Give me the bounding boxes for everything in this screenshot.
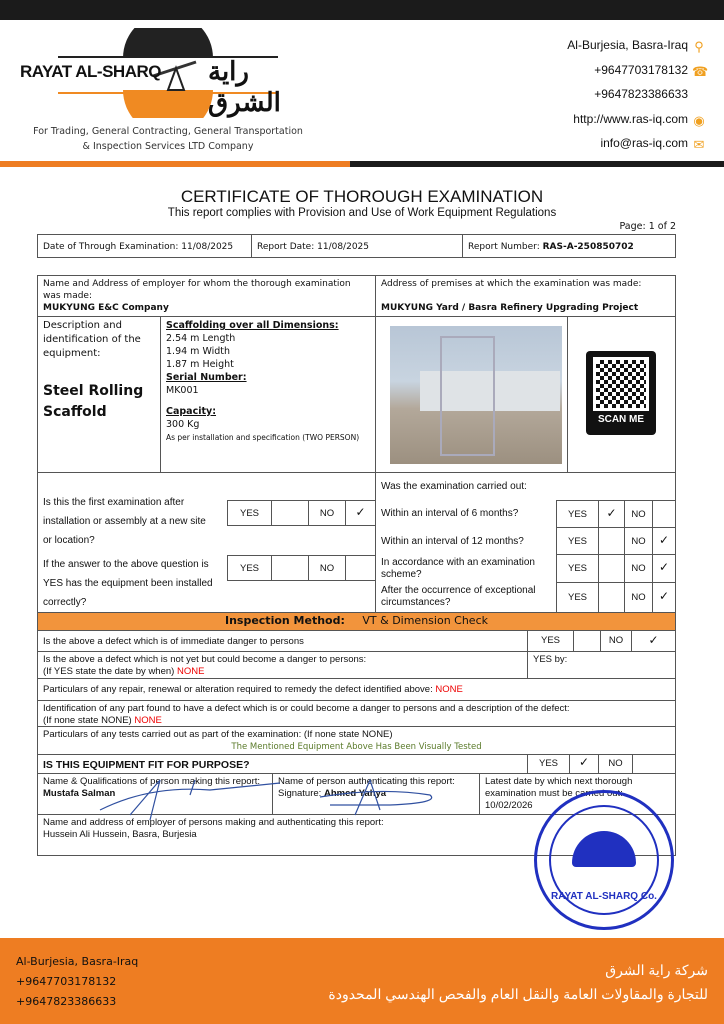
maker-label: Name & Qualifications of person making this report:	[43, 776, 261, 787]
r1-yes[interactable]: YES	[556, 500, 599, 528]
next-exam-date: 10/02/2026	[485, 800, 533, 811]
capacity-note: As per installation and specification (TWO PERSON)	[166, 433, 360, 442]
header-phone-1: +9647703178132	[594, 62, 688, 77]
length: 2.54 m Length	[166, 333, 236, 344]
report-date-cell	[251, 234, 463, 258]
exceptional-label: After the occurrence of exceptional circumstances?	[381, 585, 536, 608]
first-exam-cell	[37, 472, 376, 613]
fit-yes[interactable]: YES	[527, 754, 570, 774]
qr-code[interactable]	[586, 351, 656, 435]
r3-yes[interactable]: YES	[556, 554, 599, 583]
logo-text-ar: راية الشرق	[208, 56, 281, 117]
company-tagline	[18, 124, 318, 154]
tests-cell	[37, 726, 676, 755]
photo-scaffold	[440, 336, 495, 456]
potential-danger-hint: (If YES state the date by when)	[43, 665, 175, 677]
r1-yes-check[interactable]: ✓	[598, 500, 625, 528]
inspection-method-value: VT & Dimension Check	[362, 614, 488, 627]
capacity: 300 Kg	[166, 419, 200, 430]
employer-persons-value: Hussein Ali Hussein, Basra, Burjesia	[43, 829, 197, 840]
interval-6-label: Within an interval of 6 months?	[381, 508, 519, 519]
r3-no[interactable]: NO	[624, 554, 653, 583]
dimensions-label: Scaffolding over all Dimensions:	[166, 320, 339, 331]
interval-12-label: Within an interval of 12 months?	[381, 536, 524, 547]
premises-value: MUKYUNG Yard / Basra Refinery Upgrading Project	[381, 303, 639, 313]
exam-date-label: Date of Through Examination:	[43, 242, 179, 252]
phone-icon: ☎	[692, 63, 709, 79]
d1-no-check[interactable]: ✓	[631, 630, 676, 652]
yes-by-field[interactable]: YES by:	[527, 651, 676, 679]
identification-hint: (If none state NONE)	[43, 714, 132, 726]
certificate-subtitle: This report complies with Provision and Use of Work Equipment Regulations	[167, 207, 557, 219]
signature-label: Signature:	[278, 788, 322, 799]
footer-address: Al-Burjesia, Basra-Iraq	[16, 955, 139, 968]
r1-no[interactable]: NO	[624, 500, 653, 528]
r2-no-check[interactable]: ✓	[652, 527, 676, 555]
mail-icon: ✉	[693, 137, 705, 152]
d1-yes[interactable]: YES	[527, 630, 574, 652]
potential-danger-question: Is the above a defect which is not yet but could become a danger to persons:	[43, 654, 367, 665]
logo-text-en: RAYAT AL-SHARQ	[20, 62, 161, 81]
inspection-method-bar	[37, 612, 676, 631]
identification-cell	[37, 700, 676, 727]
employer-cell	[37, 275, 376, 317]
fit-no[interactable]: NO	[598, 754, 633, 774]
serial-number: MK001	[166, 385, 199, 396]
q1-no[interactable]: NO	[308, 500, 346, 526]
tagline-line-1: For Trading, General Contracting, General Transportation	[33, 126, 303, 137]
location-pin-icon: ⚲	[694, 39, 704, 54]
potential-danger-cell	[37, 651, 528, 679]
r4-no[interactable]: NO	[624, 582, 653, 613]
r4-no-check[interactable]: ✓	[652, 582, 676, 613]
r4-yes-box[interactable]	[598, 582, 625, 613]
premises-label: Address of premises at which the examination was made:	[381, 279, 642, 289]
carried-out-label: Was the examination carried out:	[381, 481, 527, 492]
q2-yes-box[interactable]	[271, 555, 309, 581]
footer-arabic-name: شركة راية الشرق	[605, 962, 708, 978]
d1-yes-box[interactable]	[573, 630, 601, 652]
header-contacts	[567, 33, 709, 156]
installed-correctly-question: If the answer to the above question is YES has the equipment been installed correctly?	[43, 559, 213, 608]
repair-value: NONE	[435, 684, 463, 695]
repair-label: Particulars of any repair, renewal or alteration required to remedy the defect identified above:	[43, 684, 433, 695]
tagline-line-2: & Inspection Services LTD Company	[82, 141, 254, 152]
black-divider	[350, 161, 724, 167]
height: 1.87 m Height	[166, 359, 234, 370]
employer-value: MUKYUNG E&C Company	[43, 303, 169, 313]
r2-no[interactable]: NO	[624, 527, 653, 555]
q2-no-box[interactable]	[345, 555, 376, 581]
employer-label: Name and Address of employer for whom the thorough examination was made:	[43, 279, 351, 301]
fit-no-box[interactable]	[632, 754, 676, 774]
tests-label: Particulars of any tests carried out as part of the examination: (If none state NONE)	[43, 729, 393, 740]
q2-no[interactable]: NO	[308, 555, 346, 581]
q2-yes[interactable]: YES	[227, 555, 272, 581]
r2-yes[interactable]: YES	[556, 527, 599, 555]
premises-cell	[375, 275, 676, 317]
footer	[0, 938, 724, 1024]
r1-no-box[interactable]	[652, 500, 676, 528]
r2-yes-box[interactable]	[598, 527, 625, 555]
page-number: Page: 1 of 2	[619, 221, 676, 232]
authenticator-label: Name of person authenticating this report:	[278, 776, 455, 787]
scan-me-label: SCAN ME	[597, 414, 645, 425]
d1-no[interactable]: NO	[600, 630, 632, 652]
header-website[interactable]: http://www.ras-iq.com	[573, 111, 688, 126]
header-phone-2: +9647823386633	[594, 87, 688, 101]
qr-cell	[567, 316, 676, 473]
footer-phone-1: +9647703178132	[16, 975, 117, 988]
fit-for-purpose-question: IS THIS EQUIPMENT FIT FOR PURPOSE?	[37, 754, 528, 774]
capacity-label: Capacity:	[166, 406, 217, 417]
r3-no-check[interactable]: ✓	[652, 554, 676, 583]
top-bar	[0, 0, 724, 20]
spacer-icon	[692, 89, 706, 103]
header-email[interactable]: info@ras-iq.com	[600, 136, 688, 150]
report-date: 11/08/2025	[317, 242, 369, 252]
globe-icon: ◉	[693, 112, 705, 128]
potential-danger-value: NONE	[176, 665, 205, 677]
repair-cell	[37, 678, 676, 701]
first-exam-question: Is this the first examination after installation or assembly at a new site or location?	[43, 497, 206, 546]
report-number: RAS-A-250850702	[542, 242, 634, 252]
signature-scribbles	[90, 775, 450, 825]
serial-label: Serial Number:	[166, 372, 247, 383]
description-cell	[37, 316, 161, 473]
certificate-title: CERTIFICATE OF THOROUGH EXAMINATION	[180, 187, 544, 206]
q1-no-check[interactable]: ✓	[345, 500, 376, 526]
r3-yes-box[interactable]	[598, 554, 625, 583]
fit-yes-check[interactable]: ✓	[569, 754, 599, 774]
description-label: Description and identification of the equipment:	[43, 320, 141, 359]
footer-phone-2: +9647823386633	[16, 995, 117, 1008]
q1-yes[interactable]: YES	[227, 500, 272, 526]
inspection-method-label: Inspection Method:	[224, 614, 345, 627]
header-address: Al-Burjesia, Basra-Iraq	[567, 38, 688, 52]
exam-date-cell	[37, 234, 252, 258]
dimensions-cell	[160, 316, 376, 473]
company-logo	[18, 28, 318, 118]
report-number-cell	[462, 234, 676, 258]
photo-cell	[375, 316, 568, 473]
next-exam-label: Latest date by which next thorough examination must be carried out:	[485, 776, 633, 799]
exam-date: 11/08/2025	[181, 242, 234, 252]
equipment-name: Steel Rolling Scaffold	[43, 383, 144, 420]
qr-pattern	[593, 357, 649, 411]
maker-name: Mustafa Salman	[43, 788, 116, 799]
authenticator-name: Ahmed Yahya	[323, 788, 387, 799]
stamp-text: RAYAT AL-SHARQ Co.	[551, 891, 657, 902]
scheme-label: In accordance with an examination scheme?	[381, 557, 535, 580]
footer-arabic-description: للتجارة والمقاولات العامة والنقل العام والفحص الهندسي المحدودة	[328, 986, 708, 1002]
immediate-danger-question: Is the above a defect which is of immediate danger to persons	[37, 630, 528, 652]
orange-divider	[0, 161, 350, 167]
report-date-label: Report Date:	[257, 242, 315, 252]
equipment-photo	[390, 326, 562, 464]
r4-yes[interactable]: YES	[556, 582, 599, 613]
report-number-label: Report Number:	[468, 242, 540, 252]
width: 1.94 m Width	[166, 346, 231, 357]
identification-value: NONE	[134, 714, 162, 726]
employer-persons-label: Name and address of employer of persons making and authenticating this report:	[43, 817, 384, 828]
company-stamp	[534, 790, 674, 930]
q1-yes-box[interactable]	[271, 500, 309, 526]
tests-value: The Mentioned Equipment Above Has Been Visually Tested	[231, 742, 482, 752]
identification-label: Identification of any part found to have a defect which is or could become a danger to persons and a description of the defect:	[43, 703, 570, 714]
